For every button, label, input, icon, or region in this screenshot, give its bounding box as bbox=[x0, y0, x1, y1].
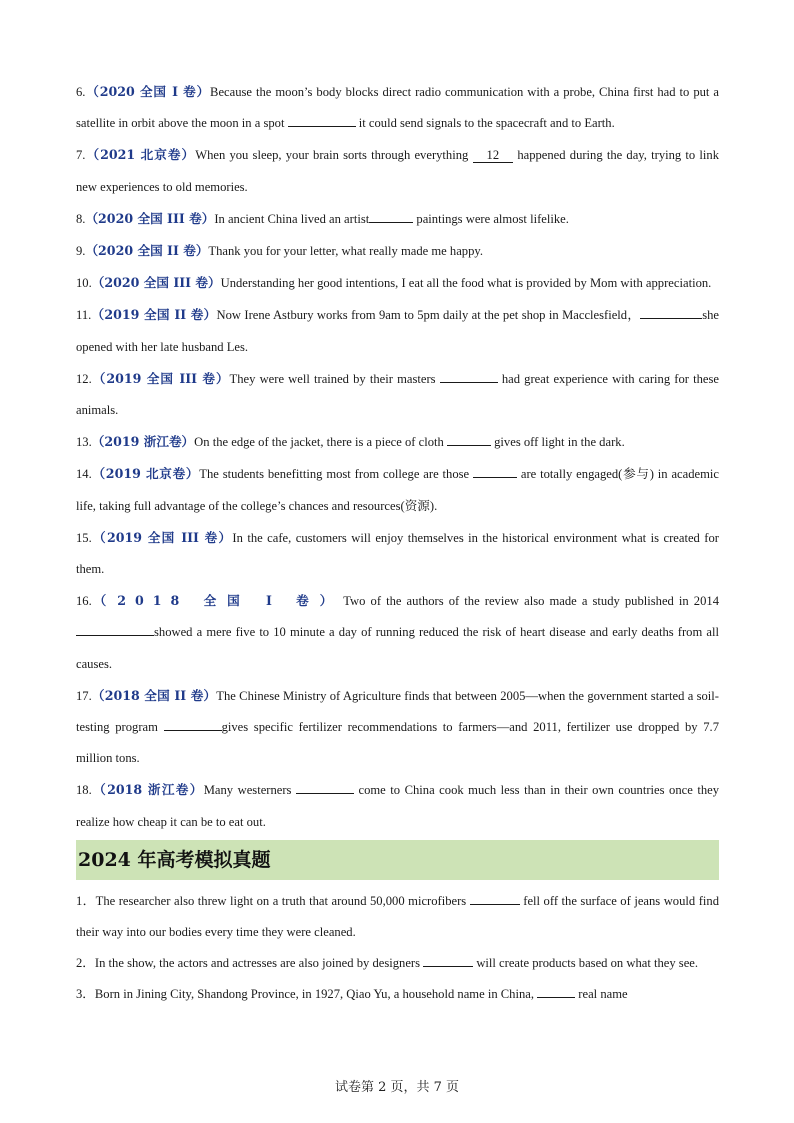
answer-blank[interactable] bbox=[447, 433, 491, 446]
answer-blank[interactable] bbox=[296, 781, 354, 794]
question-14: 14.（2019 北京卷）The students benefitting most from college are those are totally engaged(参与) in academic life, taking full advantage of the college’s chances and resources(资源). bbox=[76, 466, 719, 513]
question-8: 8.（2020 全国 III 卷）In ancient China lived an artist paintings were almost lifelike. bbox=[76, 210, 569, 226]
source-tag: （2020 全国 III 卷） bbox=[91, 275, 221, 291]
mock-question-2: 2．In the show, the actors and actresses are also joined by designers will create products based on what they see. bbox=[76, 956, 699, 971]
exam-page bbox=[76, 76, 719, 1011]
source-tag: （2019 全国 III 卷） bbox=[91, 529, 233, 545]
question-11: 11.（2019 全国 II 卷）Now Irene Astbury works from 9am to 5pm daily at the pet shop in Macclesfield， she opened with her late husband Les. bbox=[76, 307, 719, 354]
source-tag: （2018 浙江卷） bbox=[91, 782, 204, 798]
source-tag: （2020 全国 III 卷） bbox=[85, 210, 215, 226]
source-tag: （2021 北京卷） bbox=[85, 147, 196, 163]
answer-blank[interactable] bbox=[76, 623, 154, 636]
source-tag: （2019 全国 II 卷） bbox=[91, 307, 217, 323]
question-18: 18.（2018 浙江卷）Many westerners come to China cook much less than in their own countries once they realize how cheap it can be to eat out. bbox=[76, 782, 720, 829]
answer-blank[interactable] bbox=[473, 465, 517, 478]
question-12: 12.（2019 全国 III 卷）They were well trained by their masters had great experience with caring for these animals. bbox=[76, 370, 719, 418]
question-9: 9.（2020 全国 II 卷）Thank you for your letter, what really made me happy. bbox=[76, 243, 484, 259]
question-7: 7.（2021 北京卷）When you sleep, your brain sorts through everything 12 happened during the day, trying to link new experiences to old memories. bbox=[76, 147, 719, 194]
section-title: 2024 年高考模拟真题 bbox=[76, 840, 719, 880]
source-tag: （2018 全国 II 卷） bbox=[91, 687, 217, 703]
answer-blank[interactable] bbox=[423, 954, 473, 967]
question-16: 16.（2018 全国 I 卷）Two of the authors of the review also made a study published in 2014 showed a mere five to 10 minute a day of running reduced the risk of heart disease and early deaths from all causes. bbox=[76, 593, 719, 671]
answer-blank-numbered[interactable]: 12 bbox=[473, 148, 514, 163]
answer-blank[interactable] bbox=[369, 210, 413, 223]
mock-question-3: 3．Born in Jining City, Shandong Province, in 1927, Qiao Yu, a household name in China, real name bbox=[76, 987, 628, 1002]
answer-blank[interactable] bbox=[440, 370, 498, 383]
answer-blank[interactable] bbox=[537, 985, 575, 998]
question-6: 6.（2020 全国 I 卷）Because the moon’s body blocks direct radio communication with a probe, China first had to put a satellite in orbit above the moon in a spot it could send signals to the spacecraft and to Earth. bbox=[76, 84, 719, 131]
page-footer: 试卷第 2 页，共 7 页 bbox=[334, 1080, 460, 1095]
answer-blank[interactable] bbox=[470, 892, 520, 905]
source-tag: （2019 浙江卷） bbox=[91, 434, 195, 450]
question-13: 13.（2019 浙江卷）On the edge of the jacket, there is a piece of cloth gives off light in the dark. bbox=[76, 434, 625, 450]
question-15: 15.（2019 全国 III 卷）In the cafe, customers will enjoy themselves in the historical environment what is created for them. bbox=[76, 529, 719, 577]
source-tag: （2019 全国 III 卷） bbox=[91, 370, 230, 386]
source-tag: （2020 全国 I 卷） bbox=[85, 84, 211, 99]
source-tag: （2020 全国 II 卷） bbox=[85, 243, 209, 259]
answer-blank[interactable] bbox=[164, 718, 222, 731]
answer-blank[interactable] bbox=[640, 306, 702, 319]
question-10: 10.（2020 全国 III 卷）Understanding her good intentions, I eat all the food what is provided by Mom with appreciation. bbox=[76, 275, 712, 291]
source-tag: （2019 北京卷） bbox=[91, 466, 200, 482]
mock-question-1: 1．The researcher also threw light on a truth that around 50,000 microfibers fell off the surface of jeans would find their way into our bodies every time they were cleaned. bbox=[76, 893, 719, 940]
answer-blank[interactable] bbox=[288, 114, 356, 127]
question-17: 17.（2018 全国 II 卷）The Chinese Ministry of Agriculture finds that between 2005—when the government started a soil-testing program gives specific fertilizer recommendations to farmers—and 2011, fertilizer use dropped by 7.7 million tons. bbox=[76, 687, 720, 766]
source-tag: （2018 全国 I 卷） bbox=[91, 593, 344, 609]
